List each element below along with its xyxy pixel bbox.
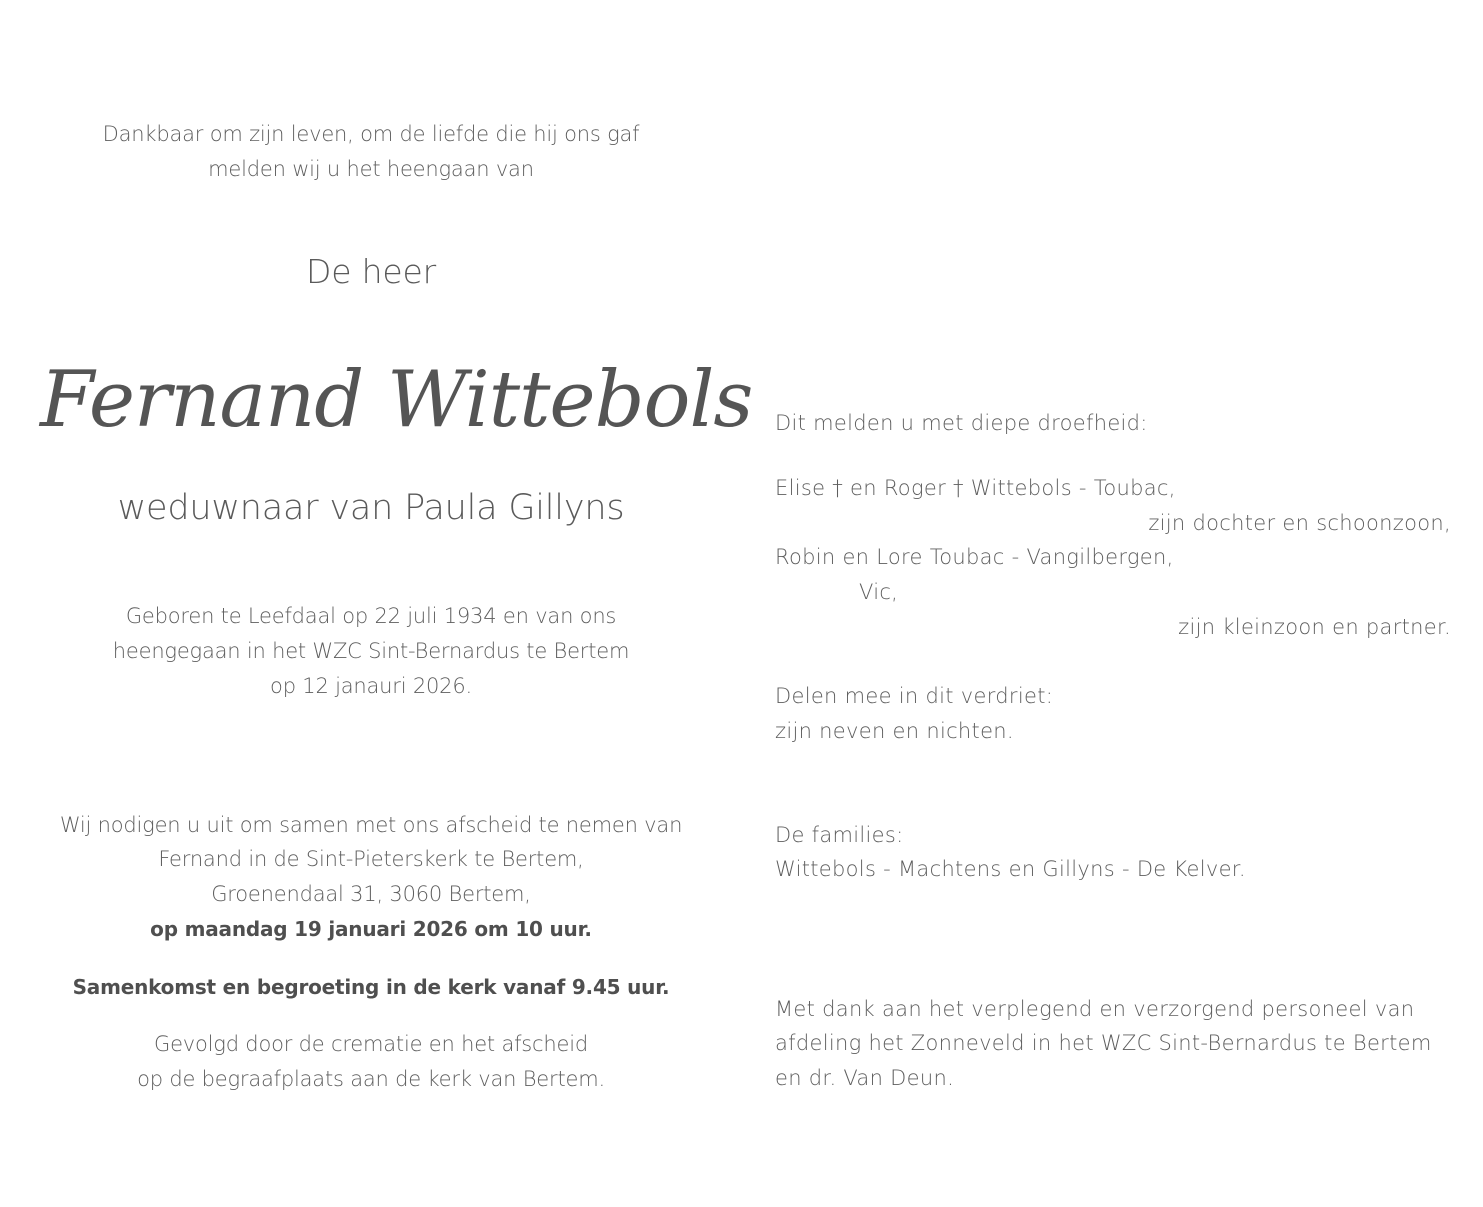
mourner-role-1: zijn dochter en schoonzoon,	[1148, 511, 1451, 535]
invitation-line-3: Groenendaal 31, 3060 Bertem,	[211, 882, 531, 906]
intro-line-2: melden wij u het heengaan van	[208, 157, 534, 181]
invitation-line-2: Fernand in de Sint-Pieterskerk te Bertem,	[158, 847, 584, 871]
families-label: De families:	[775, 823, 904, 847]
birth-line-1: Geboren te Leefdaal op 22 juli 1934 en van ons	[125, 604, 617, 628]
sharing-line-1: Delen mee in dit verdriet:	[775, 684, 1054, 708]
birth-line-3: op 12 janauri 2026.	[270, 674, 472, 698]
widower-line: weduwnaar van Paula Gillyns	[117, 488, 625, 528]
ceremony-date: op maandag 19 januari 2026 om 10 uur.	[150, 917, 592, 941]
mourner-line-1: Elise † en Roger † Wittebols - Toubac,	[775, 476, 1176, 500]
mourner-role-2: zijn kleinzoon en partner.	[1178, 615, 1451, 639]
mourner-line-3: Vic,	[859, 580, 899, 604]
title-prefix: De heer	[306, 252, 436, 291]
invitation-line-1: Wij nodigen u uit om samen met ons afscheid te nemen van	[59, 813, 683, 837]
followed-line-2: op de begraafplaats aan de kerk van Bertem.	[137, 1067, 605, 1091]
deceased-name: Fernand Wittebols	[40, 355, 753, 445]
gathering-line: Samenkomst en begroeting in de kerk vanaf 9.45 uur.	[72, 975, 670, 999]
sharing-line-2: zijn neven en nichten.	[775, 719, 1014, 743]
thanks-line-2: afdeling het Zonneveld in het WZC Sint-Bernardus te Bertem	[775, 1031, 1432, 1055]
mourner-line-2: Robin en Lore Toubac - Vangilbergen,	[775, 545, 1174, 569]
followed-line-1: Gevolgd door de crematie en het afscheid	[154, 1032, 588, 1056]
thanks-line-1: Met dank aan het verplegend en verzorgend personeel van	[775, 997, 1415, 1021]
families-names: Wittebols - Machtens en Gillyns - De Kelver.	[775, 857, 1246, 881]
thanks-line-3: en dr. Van Deun.	[775, 1066, 955, 1090]
birth-line-2: heengegaan in het WZC Sint-Bernardus te Bertem	[112, 639, 630, 663]
intro-line-1: Dankbaar om zijn leven, om de liefde die hij ons gaf	[102, 122, 640, 146]
mourners-intro: Dit melden u met diepe droefheid:	[775, 411, 1148, 435]
